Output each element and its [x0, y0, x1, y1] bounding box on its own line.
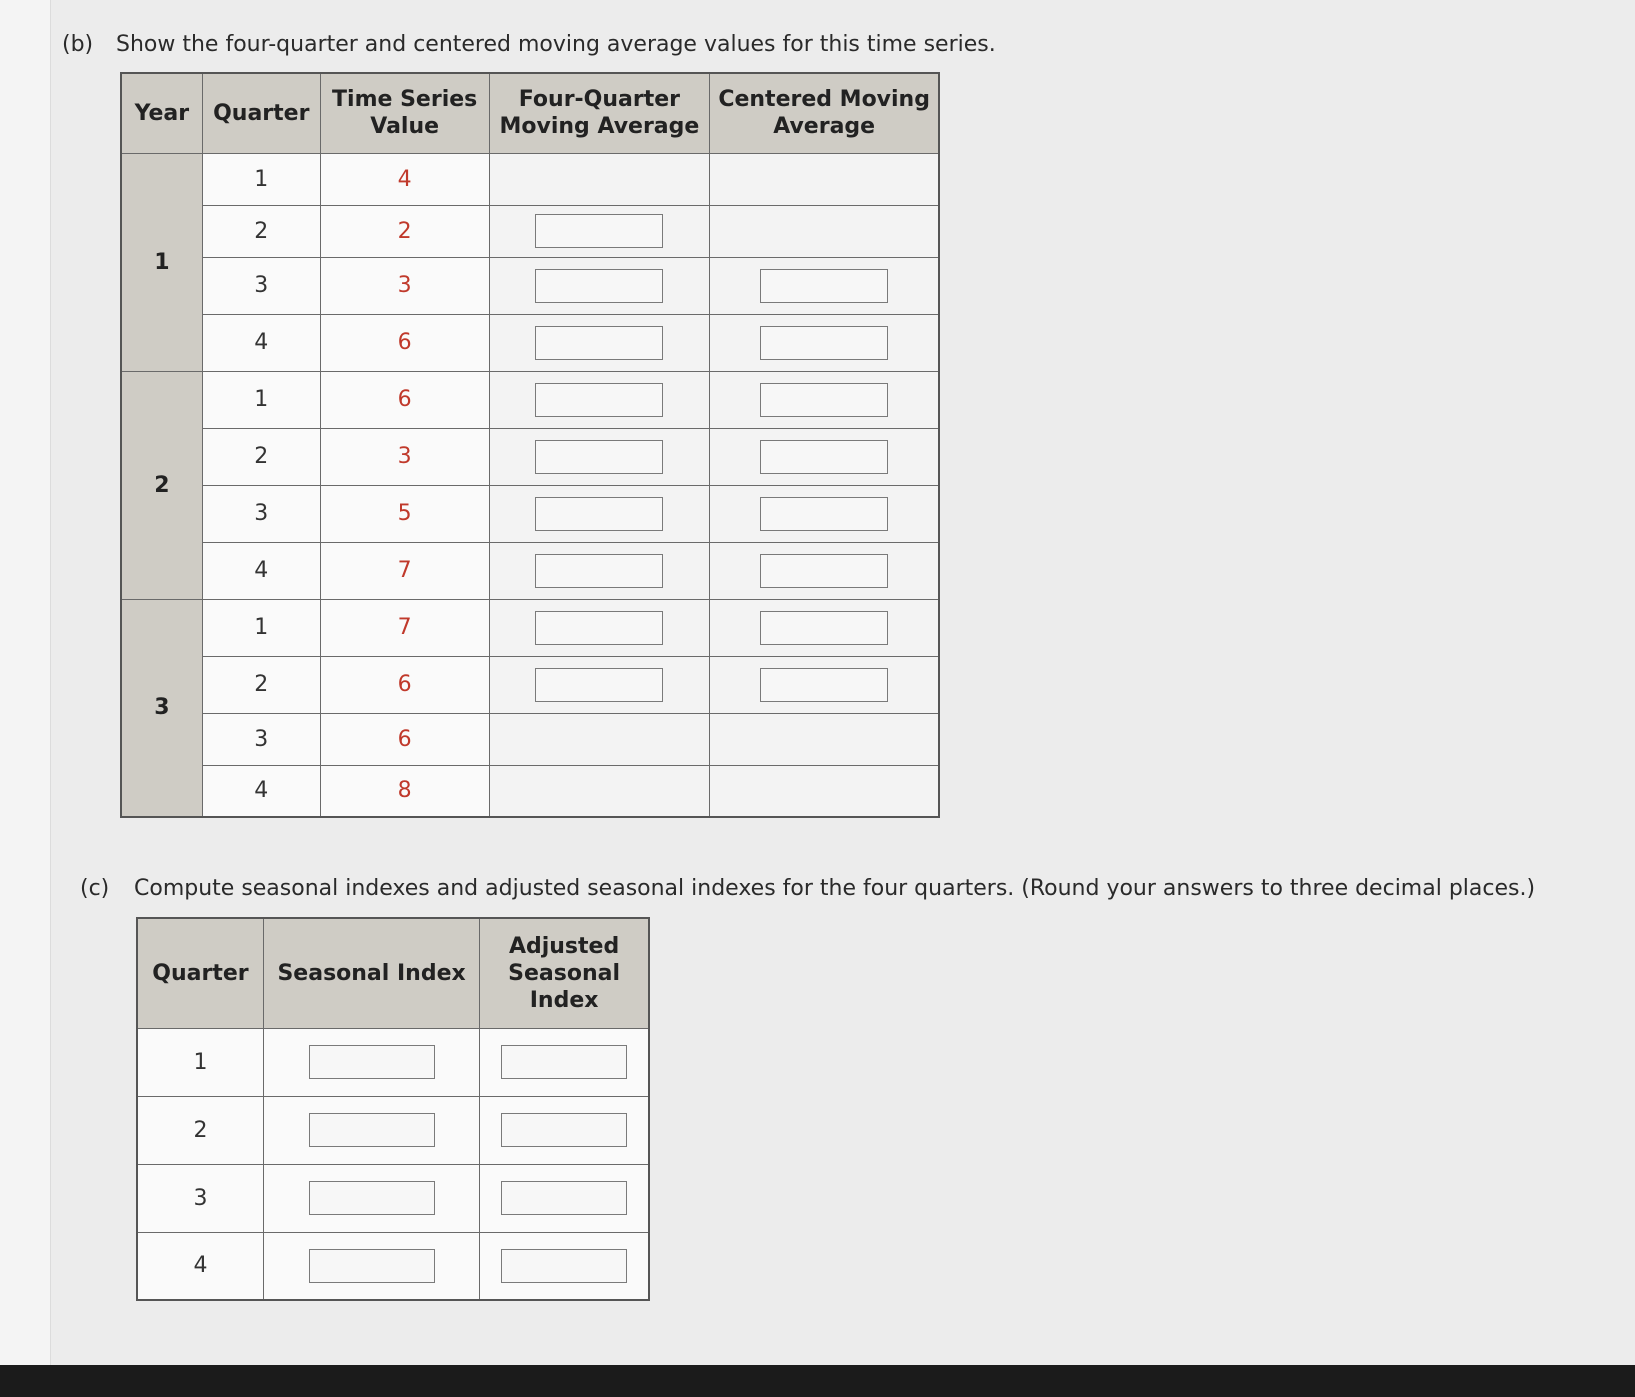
centered-average-input-3[interactable]	[760, 383, 888, 417]
header-time-series-line2: Value	[370, 114, 440, 140]
time-series-value: 3	[320, 428, 489, 485]
table-row	[121, 656, 939, 713]
moving-average-input-4[interactable]	[535, 383, 663, 417]
centered-average-input-1[interactable]	[760, 269, 888, 303]
page-left-edge	[0, 0, 51, 1365]
quarter-cell: 3	[202, 713, 320, 765]
header-time-series-line1: Time Series	[332, 87, 478, 113]
year-cell-1: 1	[121, 153, 202, 371]
adjusted-seasonal-index-input-4[interactable]	[501, 1249, 627, 1283]
quarter-cell: 4	[202, 542, 320, 599]
table-row	[121, 257, 939, 314]
seasonal-index-cell	[263, 1028, 479, 1096]
moving-average-cell-empty	[489, 765, 710, 817]
quarter-cell: 1	[137, 1028, 263, 1096]
moving-average-cell	[489, 205, 710, 257]
header-centered-line2: Average	[773, 114, 876, 140]
centered-average-cell	[710, 542, 939, 599]
moving-average-cell	[489, 314, 710, 371]
year-cell-3: 3	[121, 599, 202, 817]
year-cell-2: 2	[121, 371, 202, 599]
quarter-cell: 3	[137, 1164, 263, 1232]
time-series-value: 7	[320, 599, 489, 656]
header-four-quarter-moving-average	[489, 73, 710, 153]
header-centered-moving-average	[710, 73, 939, 153]
table-row	[121, 428, 939, 485]
table-row	[121, 371, 939, 428]
centered-average-cell-empty	[710, 205, 939, 257]
question-c	[80, 876, 1535, 901]
header-adjusted-line1: Adjusted	[508, 933, 620, 959]
time-series-value: 7	[320, 542, 489, 599]
centered-average-input-7[interactable]	[760, 611, 888, 645]
quarter-cell: 2	[202, 428, 320, 485]
question-c-label: (c)	[80, 876, 110, 901]
centered-average-input-4[interactable]	[760, 440, 888, 474]
centered-average-cell	[710, 428, 939, 485]
moving-average-input-6[interactable]	[535, 497, 663, 531]
table-row	[121, 542, 939, 599]
moving-average-input-8[interactable]	[535, 611, 663, 645]
moving-average-input-2[interactable]	[535, 269, 663, 303]
centered-average-cell	[710, 656, 939, 713]
moving-average-cell	[489, 599, 710, 656]
header-moving-average-line2: Moving Average	[499, 114, 700, 140]
moving-average-input-1[interactable]	[535, 214, 663, 248]
seasonal-index-input-4[interactable]	[309, 1249, 435, 1283]
time-series-value: 3	[320, 257, 489, 314]
moving-average-table	[120, 72, 940, 818]
header-adjusted-line2: Seasonal	[508, 960, 621, 986]
adjusted-seasonal-index-input-3[interactable]	[501, 1181, 627, 1215]
seasonal-index-cell	[263, 1096, 479, 1164]
header-quarter: Quarter	[202, 73, 320, 153]
table-row	[121, 205, 939, 257]
header-seasonal-index: Seasonal Index	[263, 918, 479, 1028]
table-row	[121, 765, 939, 817]
question-b-label: (b)	[62, 32, 94, 57]
adjusted-index-cell	[480, 1164, 649, 1232]
adjusted-seasonal-index-input-2[interactable]	[501, 1113, 627, 1147]
moving-average-cell	[489, 371, 710, 428]
centered-average-cell-empty	[710, 153, 939, 205]
table-row	[137, 1232, 649, 1300]
adjusted-seasonal-index-input-1[interactable]	[501, 1045, 627, 1079]
time-series-value: 6	[320, 314, 489, 371]
moving-average-cell	[489, 485, 710, 542]
quarter-cell: 1	[202, 599, 320, 656]
time-series-value: 6	[320, 371, 489, 428]
header-moving-average-line1: Four-Quarter	[518, 87, 681, 113]
header-centered-line1: Centered Moving	[718, 87, 930, 113]
quarter-cell: 1	[202, 153, 320, 205]
seasonal-index-input-1[interactable]	[309, 1045, 435, 1079]
moving-average-cell	[489, 656, 710, 713]
quarter-cell: 4	[202, 765, 320, 817]
moving-average-input-3[interactable]	[535, 326, 663, 360]
table-row	[121, 713, 939, 765]
time-series-value: 5	[320, 485, 489, 542]
table-row	[137, 1028, 649, 1096]
question-b-prompt: Show the four-quarter and centered moving average values for this time series.	[116, 32, 996, 57]
adjusted-index-cell	[480, 1028, 649, 1096]
table-row	[121, 599, 939, 656]
seasonal-index-cell	[263, 1164, 479, 1232]
moving-average-input-5[interactable]	[535, 440, 663, 474]
table-row	[137, 1164, 649, 1232]
table-row	[121, 153, 939, 205]
moving-average-cell	[489, 257, 710, 314]
seasonal-index-input-3[interactable]	[309, 1181, 435, 1215]
centered-average-input-8[interactable]	[760, 668, 888, 702]
quarter-cell: 4	[202, 314, 320, 371]
table-header-row	[137, 918, 649, 1028]
time-series-value: 2	[320, 205, 489, 257]
header-adjusted-line3: Index	[529, 987, 599, 1013]
centered-average-input-6[interactable]	[760, 554, 888, 588]
question-b	[62, 32, 996, 57]
seasonal-index-table	[136, 917, 650, 1301]
header-year: Year	[121, 73, 202, 153]
moving-average-input-9[interactable]	[535, 668, 663, 702]
moving-average-cell-empty	[489, 713, 710, 765]
quarter-cell: 2	[137, 1096, 263, 1164]
time-series-value: 8	[320, 765, 489, 817]
adjusted-index-cell	[480, 1096, 649, 1164]
centered-average-cell	[710, 371, 939, 428]
adjusted-index-cell	[480, 1232, 649, 1300]
centered-average-cell-empty	[710, 713, 939, 765]
table-row	[121, 485, 939, 542]
time-series-value: 4	[320, 153, 489, 205]
centered-average-cell-empty	[710, 765, 939, 817]
header-quarter: Quarter	[137, 918, 263, 1028]
centered-average-input-2[interactable]	[760, 326, 888, 360]
time-series-value: 6	[320, 713, 489, 765]
question-c-prompt: Compute seasonal indexes and adjusted seasonal indexes for the four quarters. (Round your answers to three decimal places.)	[134, 876, 1536, 901]
moving-average-cell-empty	[489, 153, 710, 205]
centered-average-input-5[interactable]	[760, 497, 888, 531]
header-adjusted-seasonal-index	[480, 918, 649, 1028]
table-row	[121, 314, 939, 371]
moving-average-cell	[489, 428, 710, 485]
table-row	[137, 1096, 649, 1164]
header-time-series-value	[320, 73, 489, 153]
quarter-cell: 4	[137, 1232, 263, 1300]
quarter-cell: 1	[202, 371, 320, 428]
quarter-cell: 3	[202, 485, 320, 542]
centered-average-cell	[710, 314, 939, 371]
moving-average-cell	[489, 542, 710, 599]
bottom-bar	[0, 1365, 1635, 1397]
centered-average-cell	[710, 485, 939, 542]
centered-average-cell	[710, 257, 939, 314]
moving-average-input-7[interactable]	[535, 554, 663, 588]
table-header-row	[121, 73, 939, 153]
quarter-cell: 3	[202, 257, 320, 314]
time-series-value: 6	[320, 656, 489, 713]
seasonal-index-cell	[263, 1232, 479, 1300]
quarter-cell: 2	[202, 205, 320, 257]
quarter-cell: 2	[202, 656, 320, 713]
centered-average-cell	[710, 599, 939, 656]
seasonal-index-input-2[interactable]	[309, 1113, 435, 1147]
